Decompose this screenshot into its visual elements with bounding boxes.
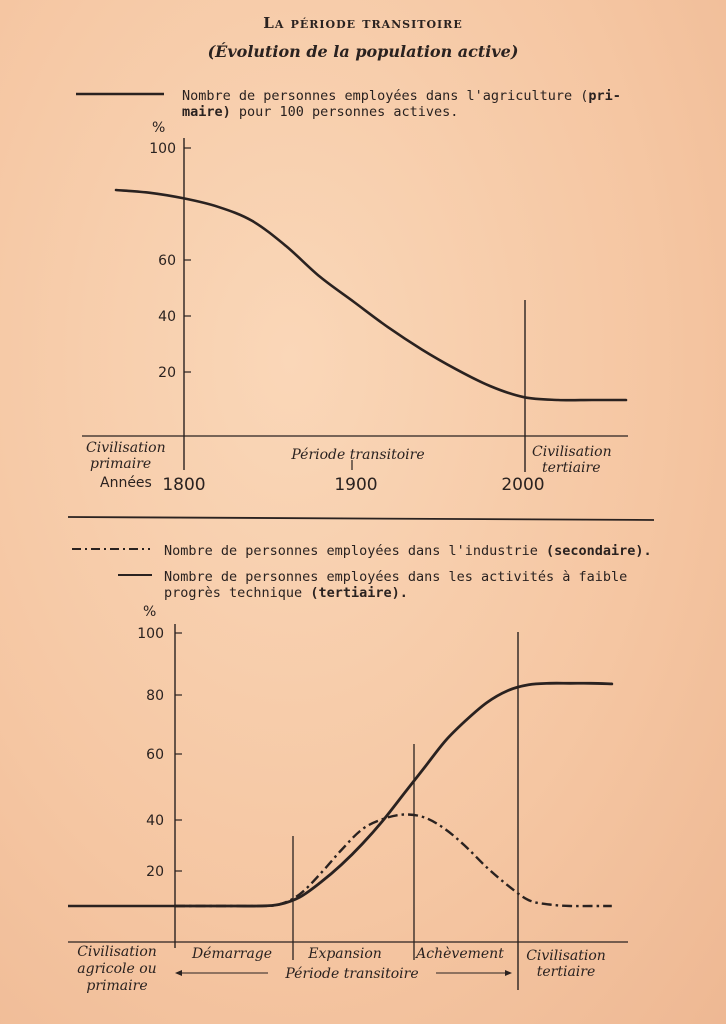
y-tick-label: 60 [158,253,176,269]
y-axis-unit-label: % [152,120,166,136]
region-label-tertiary: tertiaire [542,460,601,476]
x-tick-label: 1900 [334,475,378,495]
legend-agriculture-bold-term: maire) [182,104,231,120]
y-tick-label: 60 [146,747,164,763]
legend-agriculture-line-1 [182,104,458,120]
period-arrowhead-right [505,970,512,976]
page-subtitle: (Évolution de la population active) [207,42,519,61]
page-title: La période transitoire [263,14,463,32]
y-tick-label: 40 [146,813,164,829]
region-label-primary: Civilisation [86,440,166,456]
x-tick-label: 2000 [501,475,545,495]
legend-tertiary-line-1 [164,585,408,601]
x-axis-prefix-label: Années [100,475,152,491]
phase-label-tertiary: tertiaire [536,964,596,980]
series-tertiary-line [175,683,612,906]
region-label-tertiary: Civilisation [532,444,612,460]
legend-agriculture-bold-term: pri- [588,88,621,104]
phase-label-primary: primaire [86,978,148,994]
period-arrowhead-left [175,970,182,976]
chart-industry-tertiary [68,543,652,994]
chart-agriculture [76,88,628,495]
y-axis-unit-label: % [143,604,157,620]
legend-agriculture-line-0 [182,88,621,104]
legend-tertiary-bold-term: (tertiaire). [310,585,408,601]
phase-label-expansion: Expansion [308,946,382,962]
phase-label-demarrage: Démarrage [191,946,273,962]
phase-label-primary: Civilisation [77,944,157,960]
y-tick-label: 40 [158,309,176,325]
period-label: Période transitoire [285,966,419,982]
y-tick-label: 100 [149,141,176,157]
legend-tertiary-line-0: Nombre de personnes employées dans les activités à faible [164,569,628,585]
legend-industry-bold-term: (secondaire). [546,543,652,559]
x-tick-label: 1800 [162,475,206,495]
y-tick-label: 100 [137,626,164,642]
phase-label-tertiary: Civilisation [526,948,606,964]
series-industry-line [175,814,612,906]
series-agriculture-line [116,190,626,400]
y-tick-label: 20 [146,864,164,880]
phase-label-primary: agricole ou [77,961,157,977]
legend-tertiary-text: progrès technique [164,585,311,601]
region-label-primary: primaire [90,456,152,472]
legend-agriculture-text: pour 100 personnes actives. [230,104,459,120]
phase-label-achevement: Achèvement [416,946,504,962]
legend-industry-text: Nombre de personnes employées dans l'industrie [164,543,547,559]
legend-industry-line-0 [164,543,652,559]
y-tick-label: 80 [146,688,164,704]
legend-agriculture-text: Nombre de personnes employées dans l'agriculture ( [182,88,589,104]
region-label-transition: Période transitoire [291,447,425,463]
y-tick-label: 20 [158,365,176,381]
section-divider [68,517,654,520]
